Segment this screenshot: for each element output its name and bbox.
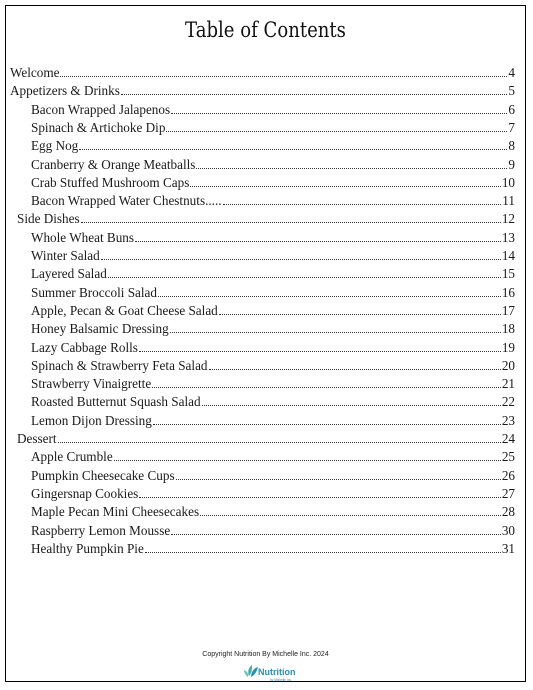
- toc-entry[interactable]: [31, 320, 515, 338]
- toc-entry[interactable]: [31, 467, 515, 485]
- toc-entry-label: Bacon Wrapped Water Chestnuts.....: [31, 193, 222, 209]
- toc-entry-label: Egg Nog: [31, 138, 79, 154]
- toc-entry-page-number: 8: [508, 138, 515, 154]
- toc-entry-page-number: 16: [501, 284, 515, 300]
- dot-leader: [166, 131, 507, 132]
- toc-entry-page-number: 25: [501, 449, 515, 465]
- toc-entry-label: Layered Salad: [31, 266, 107, 282]
- toc-entry-label: Gingersnap Cookies: [31, 485, 139, 501]
- toc-entry-label: Maple Pecan Mini Cheesecakes: [31, 504, 200, 520]
- dot-leader: [101, 259, 501, 260]
- toc-entry-label: Winter Salad: [31, 248, 100, 263]
- toc-entry-label: Raspberry Lemon Mousse: [31, 522, 171, 538]
- toc-entry[interactable]: [31, 302, 515, 320]
- dot-leader: [219, 314, 501, 315]
- toc-entry-label: Welcome: [10, 65, 60, 80]
- dot-leader: [170, 332, 501, 333]
- toc-entry-label: Lemon Dijon Dressing: [31, 412, 152, 428]
- toc-entry-page-number: 13: [501, 229, 515, 245]
- toc-entry[interactable]: [31, 119, 515, 137]
- toc-entry-page-number: 6: [508, 101, 515, 117]
- toc-entry-page-number: 4: [508, 65, 515, 80]
- page-title: Table of Contents: [185, 18, 346, 42]
- toc-entry-page-number: 5: [508, 83, 515, 99]
- toc-entry-page-number: 17: [501, 302, 515, 318]
- toc-entry-label: Healthy Pumpkin Pie: [31, 540, 144, 556]
- toc-entry[interactable]: [31, 229, 515, 247]
- dot-leader: [121, 94, 508, 95]
- toc-entry-label: Apple, Pecan & Goat Cheese Salad: [31, 302, 218, 318]
- toc-entry-page-number: 14: [501, 248, 515, 263]
- toc-entry-page-number: 21: [501, 376, 515, 392]
- dot-leader: [152, 387, 501, 388]
- dot-leader: [114, 460, 501, 461]
- toc-entry[interactable]: [31, 101, 515, 119]
- toc-entry[interactable]: [31, 448, 515, 466]
- toc-entry-label: Pumpkin Cheesecake Cups: [31, 467, 175, 483]
- dot-leader: [81, 222, 501, 223]
- copyright-text: Copyright Nutrition By Michelle Inc. 2024: [202, 651, 329, 658]
- toc-entry-page-number: 11: [502, 193, 515, 209]
- toc-entry-label: Whole Wheat Buns: [31, 229, 135, 245]
- toc-entry-label: Lazy Cabbage Rolls: [31, 339, 138, 355]
- toc-entry-label: Appetizers & Drinks: [10, 83, 120, 99]
- toc-entry[interactable]: [31, 137, 515, 155]
- toc-entry-label: Cranberry & Orange Meatballs: [31, 156, 196, 172]
- toc-entry-page-number: 19: [501, 339, 515, 355]
- toc-entry-page-number: 20: [501, 357, 515, 373]
- toc-entry-label: Apple Crumble: [31, 449, 113, 465]
- dot-leader: [223, 204, 502, 205]
- toc-entry-label: Dessert: [17, 431, 57, 446]
- toc-entry[interactable]: [31, 174, 515, 192]
- toc-entry-label: Bacon Wrapped Jalapenos: [31, 101, 171, 117]
- toc-entry[interactable]: [31, 192, 515, 210]
- toc-entry-page-number: 18: [501, 321, 515, 337]
- toc-entry-label: Spinach & Artichoke Dip: [31, 119, 166, 135]
- toc-entry[interactable]: [31, 284, 515, 302]
- toc-entry-page-number: 26: [501, 467, 515, 483]
- toc-entry-page-number: 31: [501, 540, 515, 556]
- logo-subtext: by Michelle Inc.: [270, 678, 292, 682]
- dot-leader: [209, 369, 501, 370]
- dot-leader: [176, 479, 501, 480]
- dot-leader: [196, 168, 507, 169]
- dot-leader: [139, 497, 500, 498]
- document-page: [5, 5, 526, 682]
- toc-entry[interactable]: [31, 503, 515, 521]
- toc-entry-page-number: 23: [501, 412, 515, 428]
- dot-leader: [200, 515, 501, 516]
- dot-leader: [202, 405, 501, 406]
- toc-entry-label: Summer Broccoli Salad: [31, 284, 157, 300]
- dot-leader: [60, 76, 507, 77]
- dot-leader: [153, 424, 501, 425]
- toc-entry-label: Honey Balsamic Dressing: [31, 321, 169, 337]
- toc-entry[interactable]: [31, 393, 515, 411]
- toc-entry-page-number: 22: [501, 394, 515, 410]
- toc-entry[interactable]: [31, 485, 515, 503]
- toc-entry[interactable]: [31, 265, 515, 283]
- toc-entry-page-number: 10: [501, 174, 515, 190]
- toc-entry-label: Roasted Butternut Squash Salad: [31, 394, 201, 410]
- logo-text: Nutrition: [258, 667, 296, 677]
- toc-entry[interactable]: [17, 210, 515, 228]
- dot-leader: [171, 534, 501, 535]
- dot-leader: [135, 241, 501, 242]
- toc-entry[interactable]: [31, 339, 515, 357]
- dot-leader: [139, 351, 501, 352]
- nutrition-logo: [243, 662, 303, 684]
- dot-leader: [79, 149, 507, 150]
- toc-entry[interactable]: [31, 522, 515, 540]
- toc-entry-page-number: 9: [508, 156, 515, 172]
- toc-entry[interactable]: [31, 357, 515, 375]
- dot-leader: [171, 113, 507, 114]
- toc-entry[interactable]: [31, 375, 515, 393]
- toc-entry[interactable]: [10, 64, 515, 82]
- dot-leader: [190, 186, 500, 187]
- toc-entry-page-number: 27: [501, 485, 515, 501]
- toc-entry-page-number: 7: [508, 119, 515, 135]
- toc-entry-page-number: 12: [501, 211, 515, 227]
- toc-entry[interactable]: [17, 430, 515, 448]
- dot-leader: [108, 277, 501, 278]
- toc-entry-page-number: 15: [501, 266, 515, 282]
- toc-entry-page-number: 28: [501, 504, 515, 520]
- toc-entry[interactable]: [31, 156, 515, 174]
- toc-entry[interactable]: [31, 247, 515, 265]
- toc-entry-label: Strawberry Vinaigrette: [31, 376, 152, 392]
- toc-entry[interactable]: [10, 82, 515, 100]
- toc-entry-label: Side Dishes: [17, 211, 80, 227]
- toc-entry[interactable]: [31, 412, 515, 430]
- toc-entry-label: Spinach & Strawberry Feta Salad: [31, 357, 208, 373]
- toc-entry-label: Crab Stuffed Mushroom Caps: [31, 174, 190, 190]
- toc-entry[interactable]: [31, 540, 515, 558]
- toc-entry-page-number: 24: [501, 431, 515, 446]
- dot-leader: [58, 442, 501, 443]
- toc-entry-page-number: 30: [501, 522, 515, 538]
- dot-leader: [158, 296, 501, 297]
- dot-leader: [145, 552, 501, 553]
